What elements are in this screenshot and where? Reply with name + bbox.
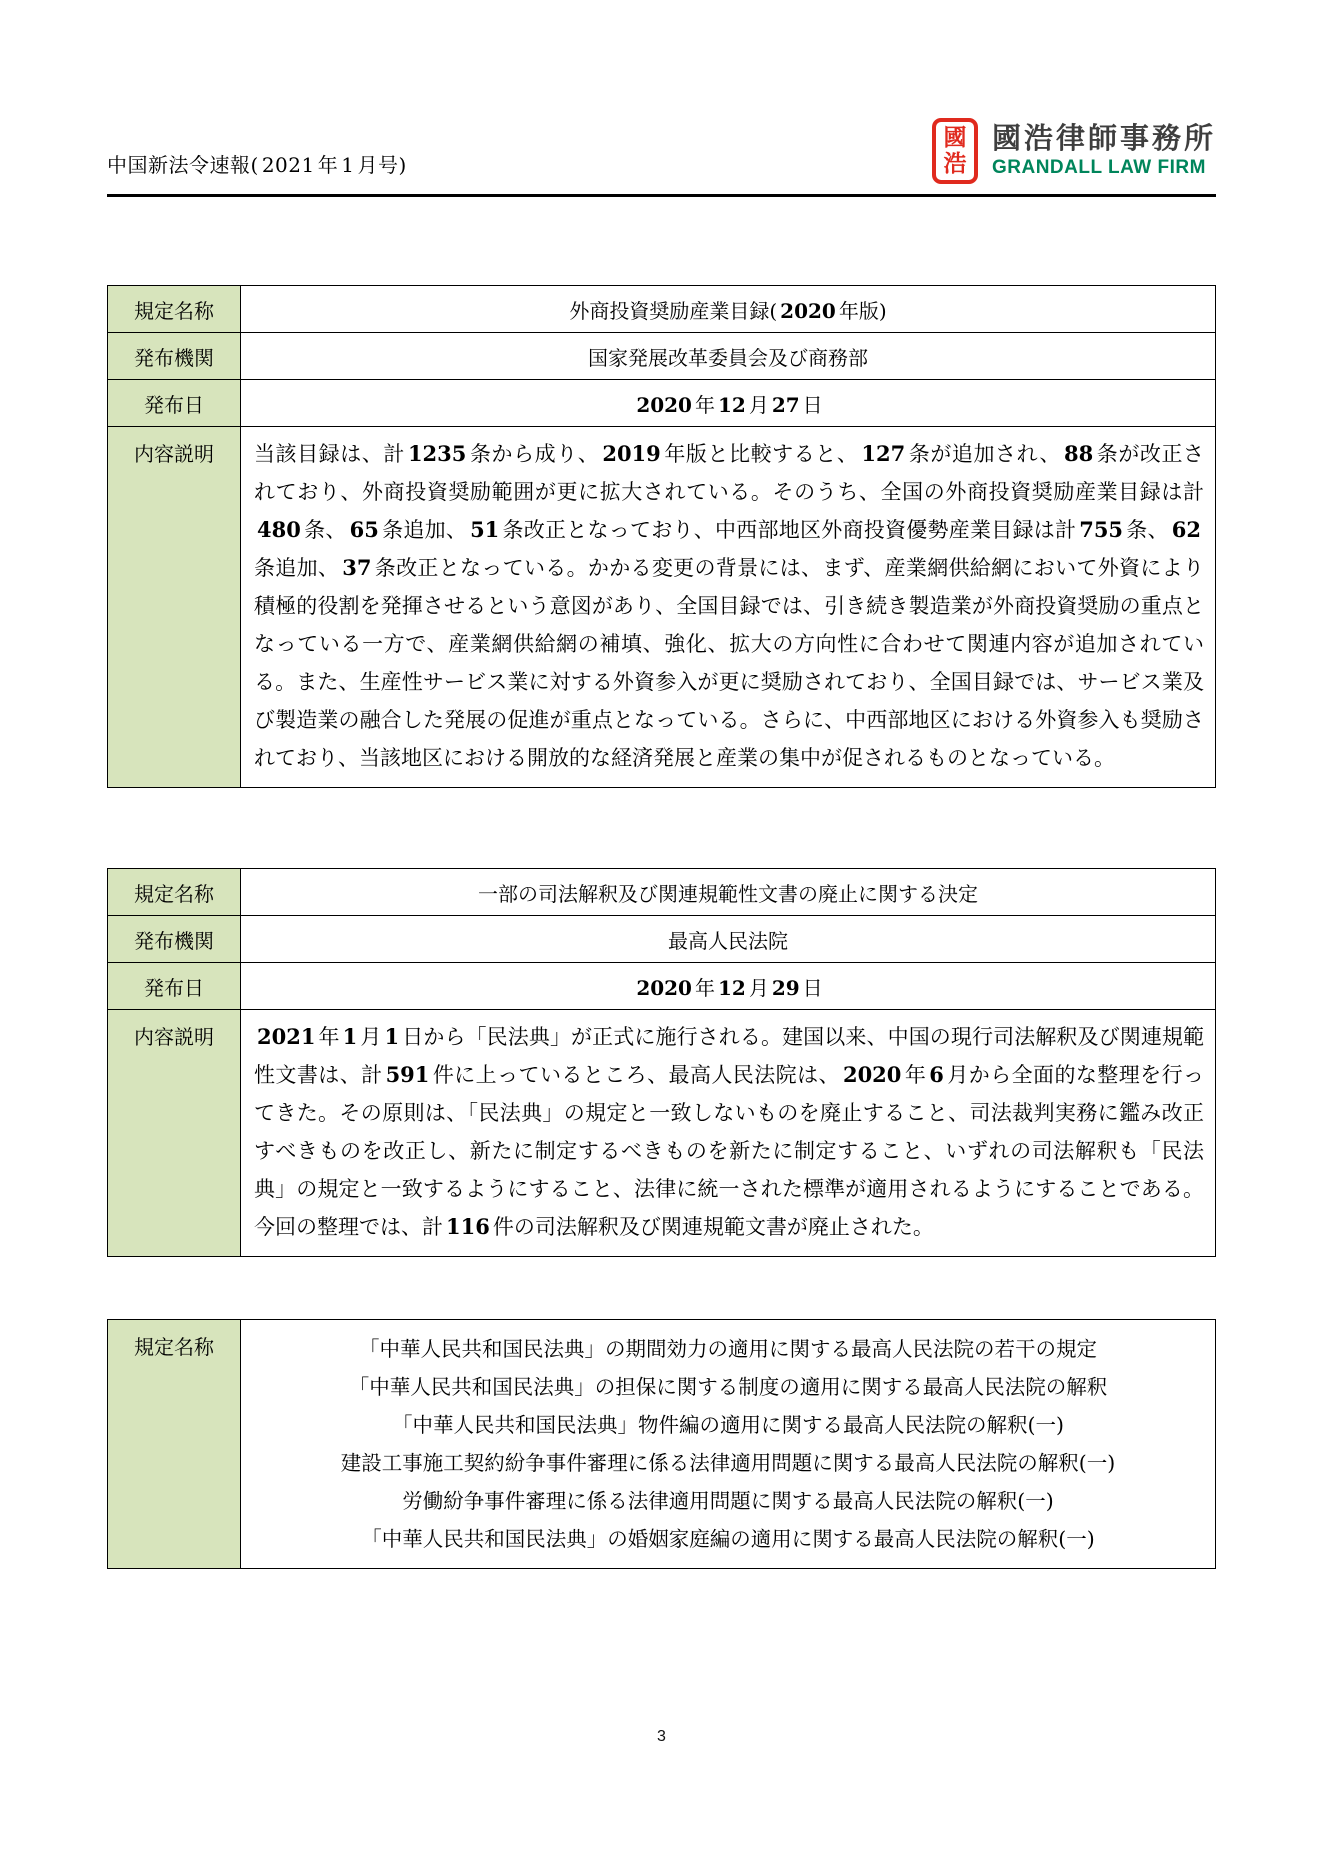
regulation-name-line: 労働紛争事件審理に係る法律適用問題に関する最高人民法院の解釈(一): [402, 1489, 1054, 1513]
table-row: [108, 333, 1216, 380]
table-row: [108, 1320, 1216, 1569]
field-label-issuing-authority: 発布機関: [108, 333, 241, 380]
logo-text: [991, 120, 1216, 180]
regulation-name-line: 「中華人民共和国民法典」の期間効力の適用に関する最高人民法院の若干の規定: [359, 1337, 1097, 1361]
regulation-table-1: [107, 285, 1216, 788]
firm-name-cjk: 國浩律師事務所: [991, 120, 1216, 155]
issue-date-value: 2020 年 12 月 27 日: [241, 380, 1216, 427]
field-label-issuing-authority: 発布機関: [108, 916, 241, 963]
description-value: 2021 年 1 月 1 日から「民法典」が正式に施行される。建国以来、中国の現行司法解釈及び関連規範性文書は、計 591 件に上っているところ、最高人民法院は、 2020 年 6 月から全面的な整理を行ってきた。その原則は、「民法典」の規定と一致しないものを廃止すること、司法裁判実務に鑑み改正すべきものを改正し、新たに制定するべきものを新たに制定すること、いずれの司法解釈も「民法典」の規定と一致するようにすること、法律に統一された標準が適用されるようにすることである。今回の整理では、計 116 件の司法解釈及び関連規範文書が廃止された。: [241, 1010, 1216, 1257]
field-label-regulation-name: 規定名称: [108, 286, 241, 333]
seal-char-top: 國: [943, 124, 967, 152]
field-label-issue-date: 発布日: [108, 963, 241, 1010]
regulation-name-line: 「中華人民共和国民法典」の担保に関する制度の適用に関する最高人民法院の解釈: [348, 1375, 1108, 1399]
grandall-logo: [932, 118, 1216, 184]
issue-date-value: 2020 年 12 月 29 日: [241, 963, 1216, 1010]
regulation-name-value: 外商投資奨励産業目録( 2020 年版): [241, 286, 1216, 333]
regulation-name-line: 「中華人民共和国民法典」物件編の適用に関する最高人民法院の解釈(一): [392, 1413, 1064, 1437]
regulation-name-line: 「中華人民共和国民法典」の婚姻家庭編の適用に関する最高人民法院の解釈(一): [361, 1527, 1095, 1551]
table-row: [108, 427, 1216, 788]
field-label-description: 内容説明: [108, 427, 241, 788]
issuing-authority-value: 国家発展改革委員会及び商務部: [241, 333, 1216, 380]
field-label-description: 内容説明: [108, 1010, 241, 1257]
regulation-name-list: [241, 1320, 1216, 1569]
table-row: [108, 1010, 1216, 1257]
regulation-table-2: [107, 868, 1216, 1257]
table-row: [108, 380, 1216, 427]
grandall-seal-icon: [932, 118, 978, 184]
seal-char-bottom: 浩: [943, 150, 967, 177]
field-label-regulation-name: 規定名称: [108, 869, 241, 916]
table-row: [108, 963, 1216, 1010]
field-label-regulation-name: 規定名称: [108, 1320, 241, 1569]
page-header: [107, 0, 1216, 197]
regulation-name-line: 建設工事施工契約紛争事件審理に係る法律適用問題に関する最高人民法院の解釈(一): [340, 1451, 1116, 1475]
issuing-authority-value: 最高人民法院: [241, 916, 1216, 963]
table-row: [108, 869, 1216, 916]
regulation-name-value: 一部の司法解釈及び関連規範性文書の廃止に関する決定: [241, 869, 1216, 916]
page-number: 3: [657, 1728, 666, 1745]
table-row: [108, 286, 1216, 333]
field-label-issue-date: 発布日: [108, 380, 241, 427]
firm-name-en: GRANDALL LAW FIRM: [991, 157, 1206, 179]
table-row: [108, 916, 1216, 963]
description-value: 当該目録は、計 1235 条から成り、 2019 年版と比較すると、 127 条が追加され、 88 条が改正されており、外商投資奨励範囲が更に拡大されている。そのうち、全国の外商投資奨励産業目録は計480 条、 65 条追加、 51 条改正となっており、中西部地区外商投資優勢産業目録は計 755 条、 62条追加、 37 条改正となっている。かかる変更の背景には、まず、産業網供給網において外資により積極的役割を発揮させるという意図があり、全国目録では、引き続き製造業が外商投資奨励の重点となっている一方で、産業網供給網の補填、強化、拡大の方向性に合わせて関連内容が追加されている。また、生産性サービス業に対する外資参入が更に奨励されており、全国目録では、サービス業及び製造業の融合した発展の促進が重点となっている。さらに、中西部地区における外資参入も奨励されており、当該地区における開放的な経済発展と産業の集中が促されるものとなっている。: [241, 427, 1216, 788]
newsletter-title: 中国新法令速報( 2021 年 1 月号): [107, 153, 407, 177]
regulation-table-3: [107, 1319, 1216, 1569]
